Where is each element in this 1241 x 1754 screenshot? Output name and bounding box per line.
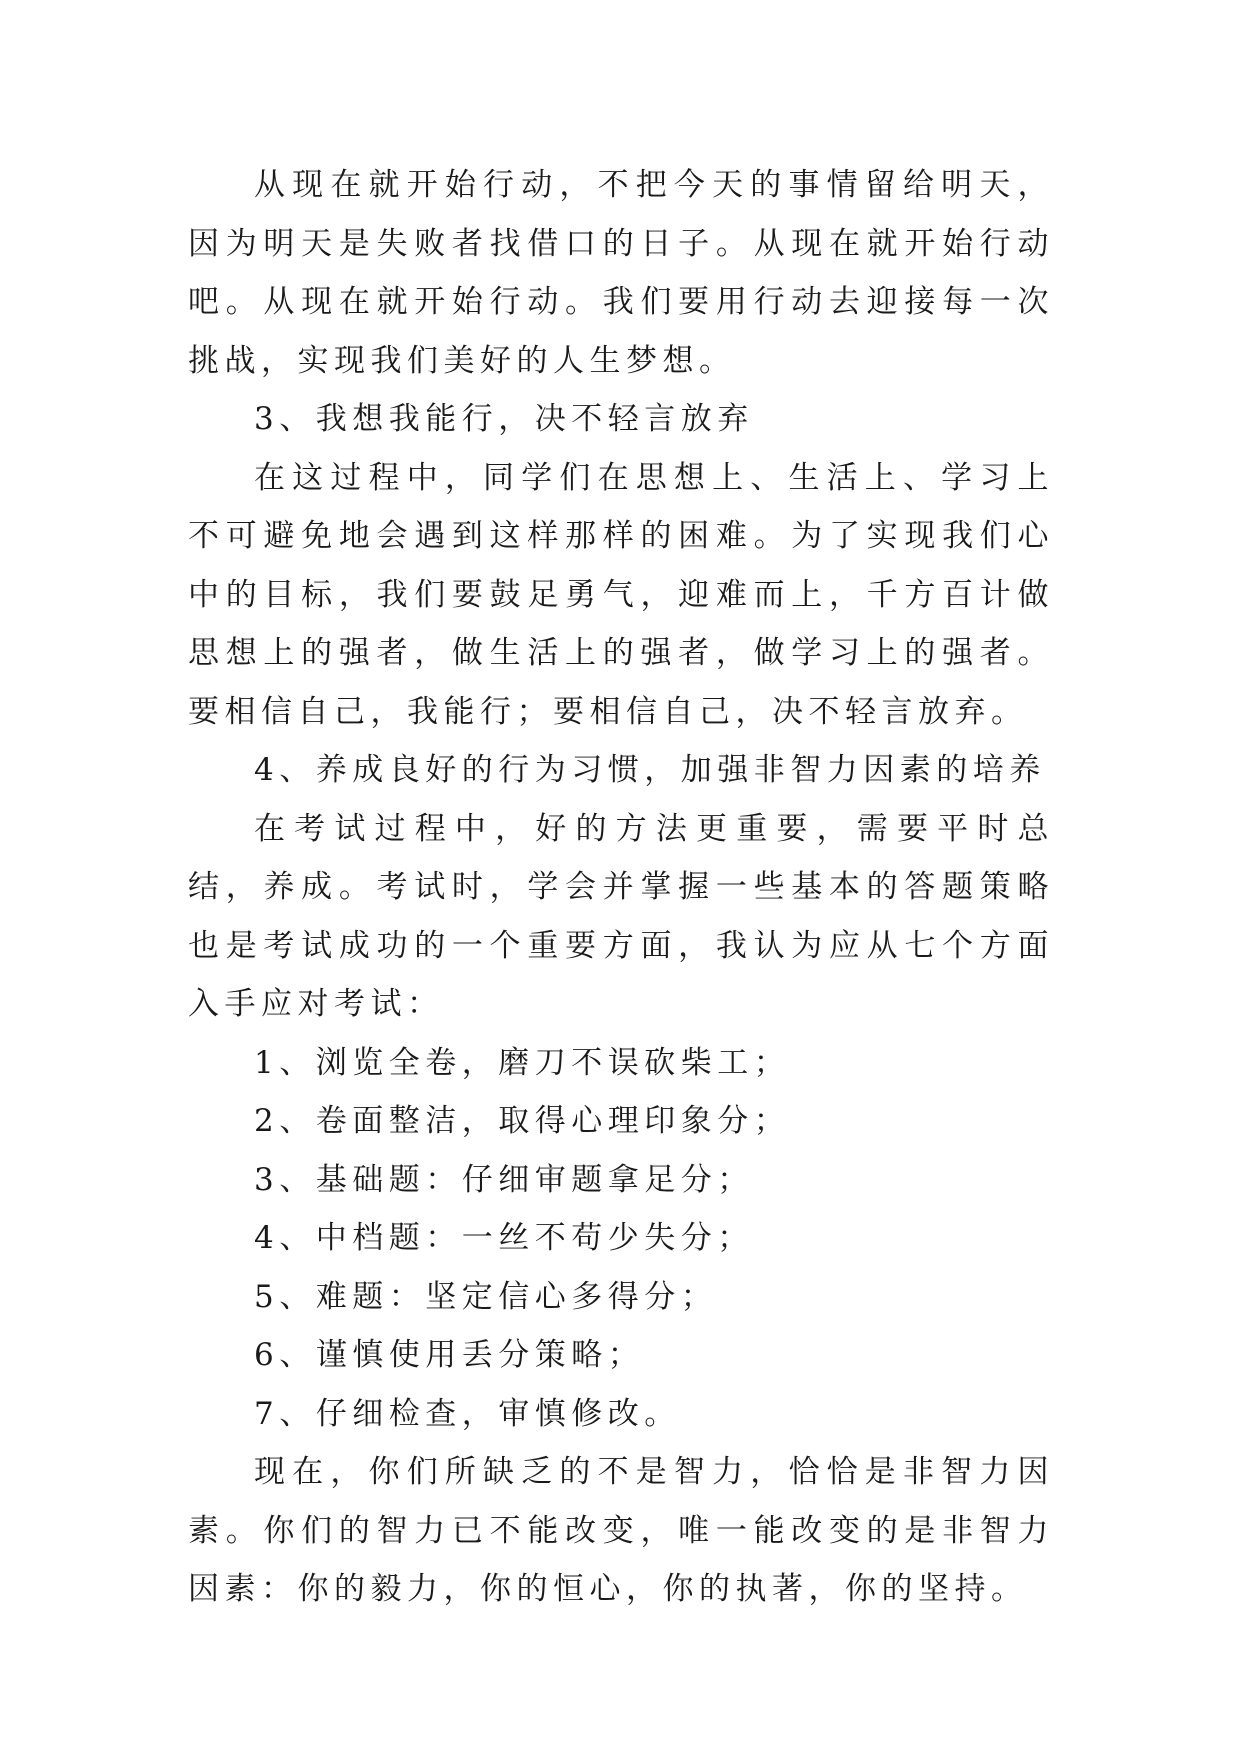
list-item-4: 4、中档题：一丝不苟少失分； bbox=[254, 1220, 754, 1256]
list-item-7: 7、仔细检查，审慎修改。 bbox=[254, 1395, 681, 1432]
heading-never-give-up: 3、我想我能行，决不轻言放弃 bbox=[254, 401, 754, 437]
paragraph-overcome-difficulties: 在这过程中，同学们在思想上、生活上、学习上不可避免地会遇到这样那样的困难。为了实现我们心中的目标，我们要鼓足勇气，迎难而上，千方百计做思想上的强者，做生活上的强者，做学习上的强者。要相信自己，我能行；要相信自己，决不轻言放弃。 bbox=[188, 459, 1054, 730]
list-item-5: 5、难题：坚定信心多得分； bbox=[254, 1278, 718, 1315]
paragraph-take-action: 从现在就开始行动，不把今天的事情留给明天，因为明天是失败者找借口的日子。从现在就开始行动吧。从现在就开始行动。我们要用行动去迎接每一次挑战，实现我们美好的人生梦想。 bbox=[188, 167, 1054, 379]
heading-good-habits: 4、养成良好的行为习惯，加强非智力因素的培养 bbox=[254, 752, 1046, 788]
list-item-6: 6、谨慎使用丢分策略； bbox=[254, 1337, 645, 1373]
paragraph-non-intelligence-factors: 现在，你们所缺乏的不是智力，恰恰是非智力因素。你们的智力已不能改变，唯一能改变的是非智力因素：你的毅力，你的恒心，你的执著，你的坚持。 bbox=[188, 1454, 1054, 1607]
list-item-2: 2、卷面整洁，取得心理印象分； bbox=[254, 1103, 791, 1139]
list-item-3: 3、基础题：仔细审题拿足分； bbox=[254, 1161, 754, 1198]
paragraph-exam-methods: 在考试过程中，好的方法更重要，需要平时总结，养成。考试时，学会并掌握一些基本的答题策略也是考试成功的一个重要方面，我认为应从七个方面入手应对考试： bbox=[188, 810, 1054, 1022]
list-item-1: 1、浏览全卷，磨刀不误砍柴工； bbox=[254, 1044, 791, 1081]
document-body bbox=[188, 156, 1054, 1619]
